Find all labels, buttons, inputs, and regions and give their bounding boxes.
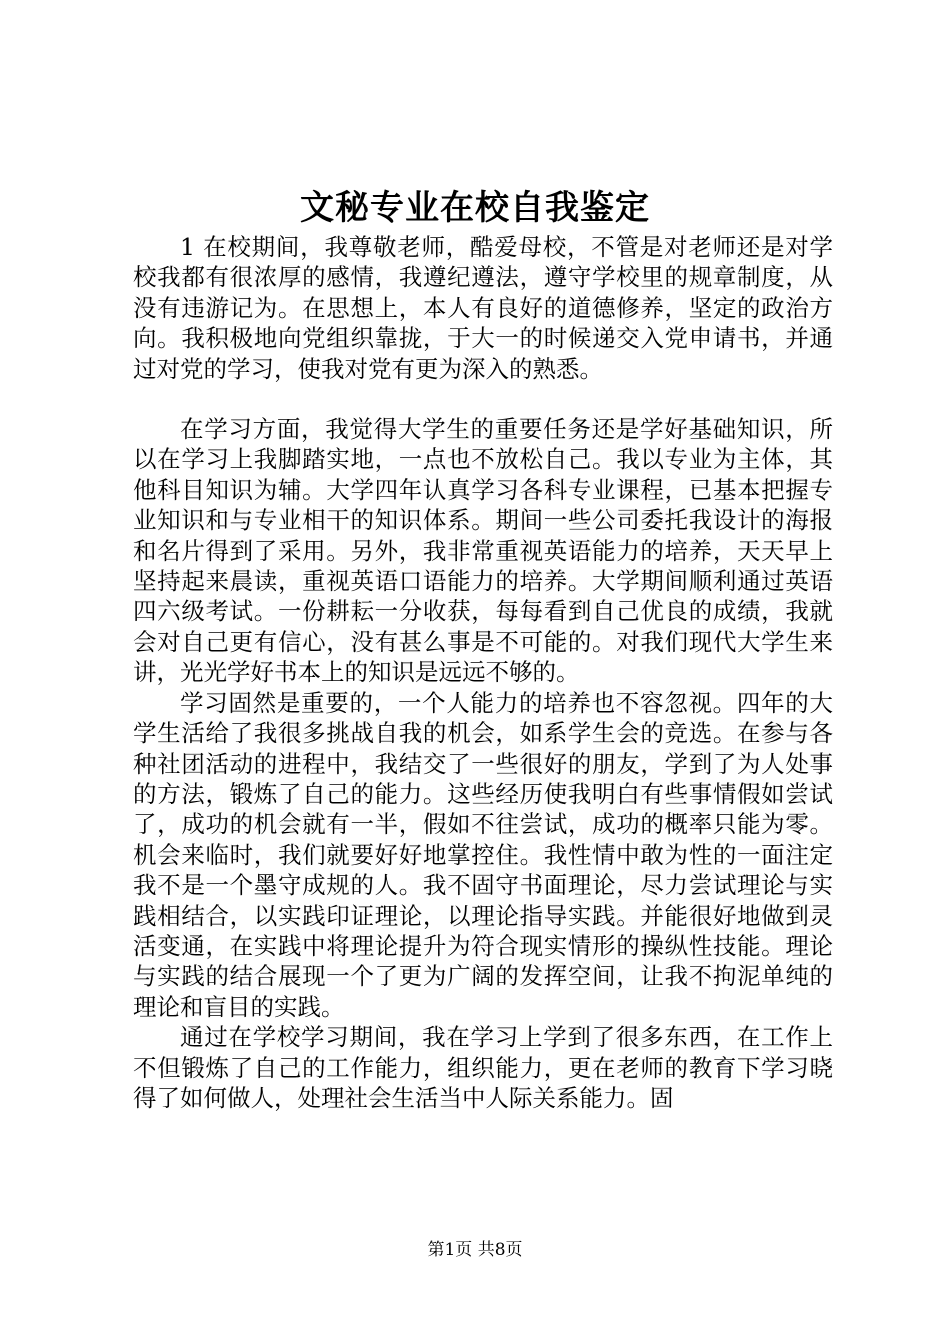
paragraph-study: 在学习方面，我觉得大学生的重要任务还是学好基础知识，所以在学习上我脚踏实地，一点也不放松自己。我以专业为主体，其他科目知识为辅。大学四年认真学习各科专业课程，已基本把握专业知识和与专业相干的知识体系。期间一些公司委托我设计的海报和名片得到了采用。另外，我非常重视英语能力的培养，天天早上坚持起来晨读，重视英语口语能力的培养。大学期间顺利通过英语四六级考试。一份耕耘一分收获，每每看到自己优良的成绩，我就会对自己更有信心，没有甚么事是不可能的。对我们现代大学生来讲，光光学好书本上的知识是远远不够的。 [133, 415, 833, 687]
document-body [133, 232, 833, 1113]
document-title: 文秘专业在校自我鉴定 [300, 188, 650, 228]
paragraph-conduct: 1 在校期间，我尊敬老师，酷爱母校，不管是对老师还是对学校我都有很浓厚的感情，我遵纪遵法，遵守学校里的规章制度，从没有违游记为。在思想上，本人有良好的道德修养，坚定的政治方向。我积极地向党组织靠拢，于大一的时候递交入党申请书，并通过对党的学习，使我对党有更为深入的熟悉。 [133, 233, 833, 383]
paragraph-summary: 通过在学校学习期间，我在学习上学到了很多东西，在工作上不但锻炼了自己的工作能力，组织能力，更在老师的教育下学习晓得了如何做人，处理社会生活当中人际关系能力。固 [133, 1023, 833, 1112]
paragraph-ability: 学习固然是重要的，一个人能力的培养也不容忽视。四年的大学生活给了我很多挑战自我的机会，如系学生会的竞选。在参与各种社团活动的进程中，我结交了一些很好的朋友，学到了为人处事的方法，锻炼了自己的能力。这些经历使我明白有些事情假如尝试了，成功的机会就有一半，假如不往尝试，成功的概率只能为零。机会来临时，我们就要好好地掌控住。我性情中敢为性的一面注定我不是一个墨守成规的人。我不固守书面理论，尽力尝试理论与实践相结合，以实践印证理论，以理论指导实践。并能很好地做到灵活变通，在实践中将理论提升为符合现实情形的操纵性技能。理论与实践的结合展现一个了更为广阔的发挥空间，让我不拘泥单纯的理论和盲目的实践。 [133, 688, 833, 1021]
page-number-footer: 第1页 共8页 [427, 1240, 523, 1260]
